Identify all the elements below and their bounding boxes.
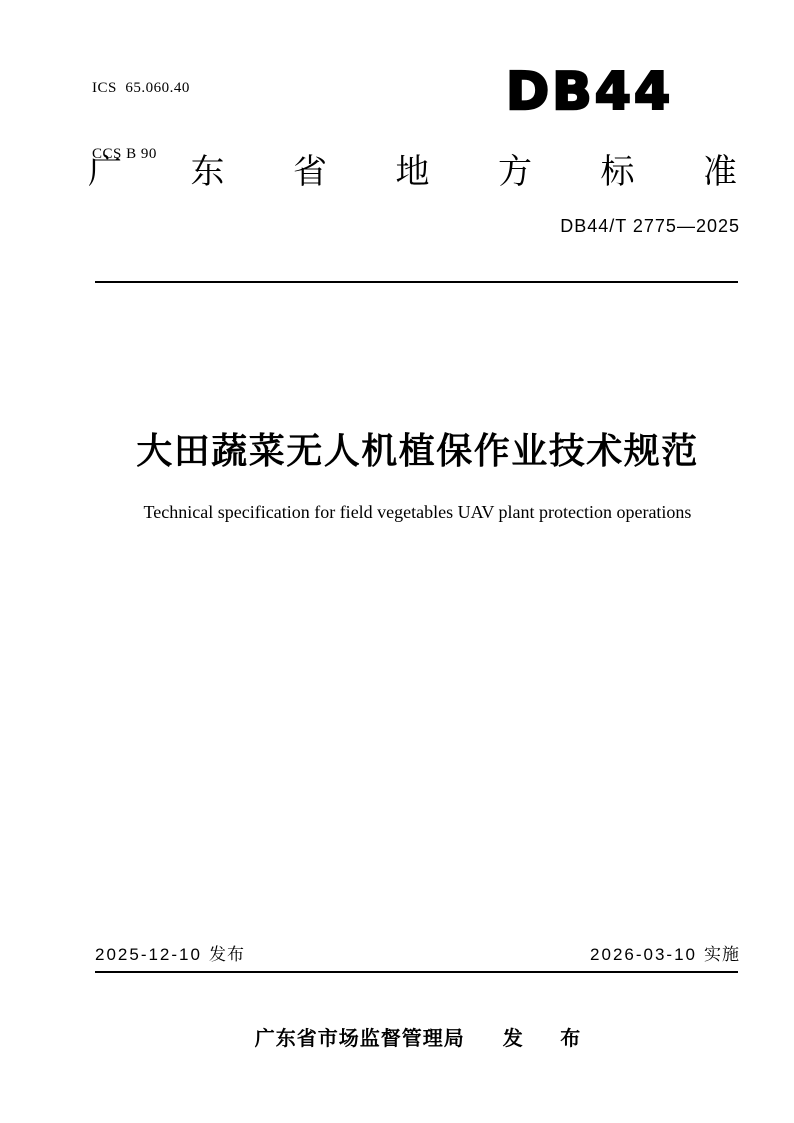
standard-name-char: 东	[190, 153, 225, 191]
ccs-code: CCS B 90	[92, 146, 157, 162]
standard-name-char: 广	[88, 153, 122, 191]
standard-name	[88, 153, 737, 191]
issue-date: 2025-12-10	[95, 945, 202, 964]
issue-date-group	[95, 944, 245, 966]
standard-name-char: 方	[498, 153, 532, 191]
standard-name-char: 省	[293, 153, 327, 191]
db44-logo: DB44	[506, 62, 674, 122]
standard-name-char: 标	[600, 153, 635, 191]
standard-document-number: DB44/T 2775—2025	[560, 216, 740, 236]
implement-date: 2026-03-10	[590, 945, 697, 964]
publish-label: 发 布	[502, 1028, 597, 1050]
dates-row	[95, 944, 740, 966]
standard-name-char: 地	[395, 153, 430, 191]
implement-label: 实施	[704, 945, 740, 964]
issue-label: 发布	[208, 945, 245, 964]
standard-title-chinese: 大田蔬菜无人机植保作业技术规范	[136, 430, 699, 471]
ics-code: ICS 65.060.40	[92, 80, 190, 96]
footer-divider-line	[95, 971, 738, 973]
header-divider-line	[95, 281, 738, 283]
publisher-organization: 广东省市场监督管理局	[254, 1028, 465, 1050]
standard-name-char: 准	[703, 153, 737, 191]
standard-title-english: Technical specification for field vegetables UAV plant protection operations	[143, 502, 692, 522]
publisher-row	[95, 1026, 740, 1052]
implement-date-group	[590, 944, 740, 966]
